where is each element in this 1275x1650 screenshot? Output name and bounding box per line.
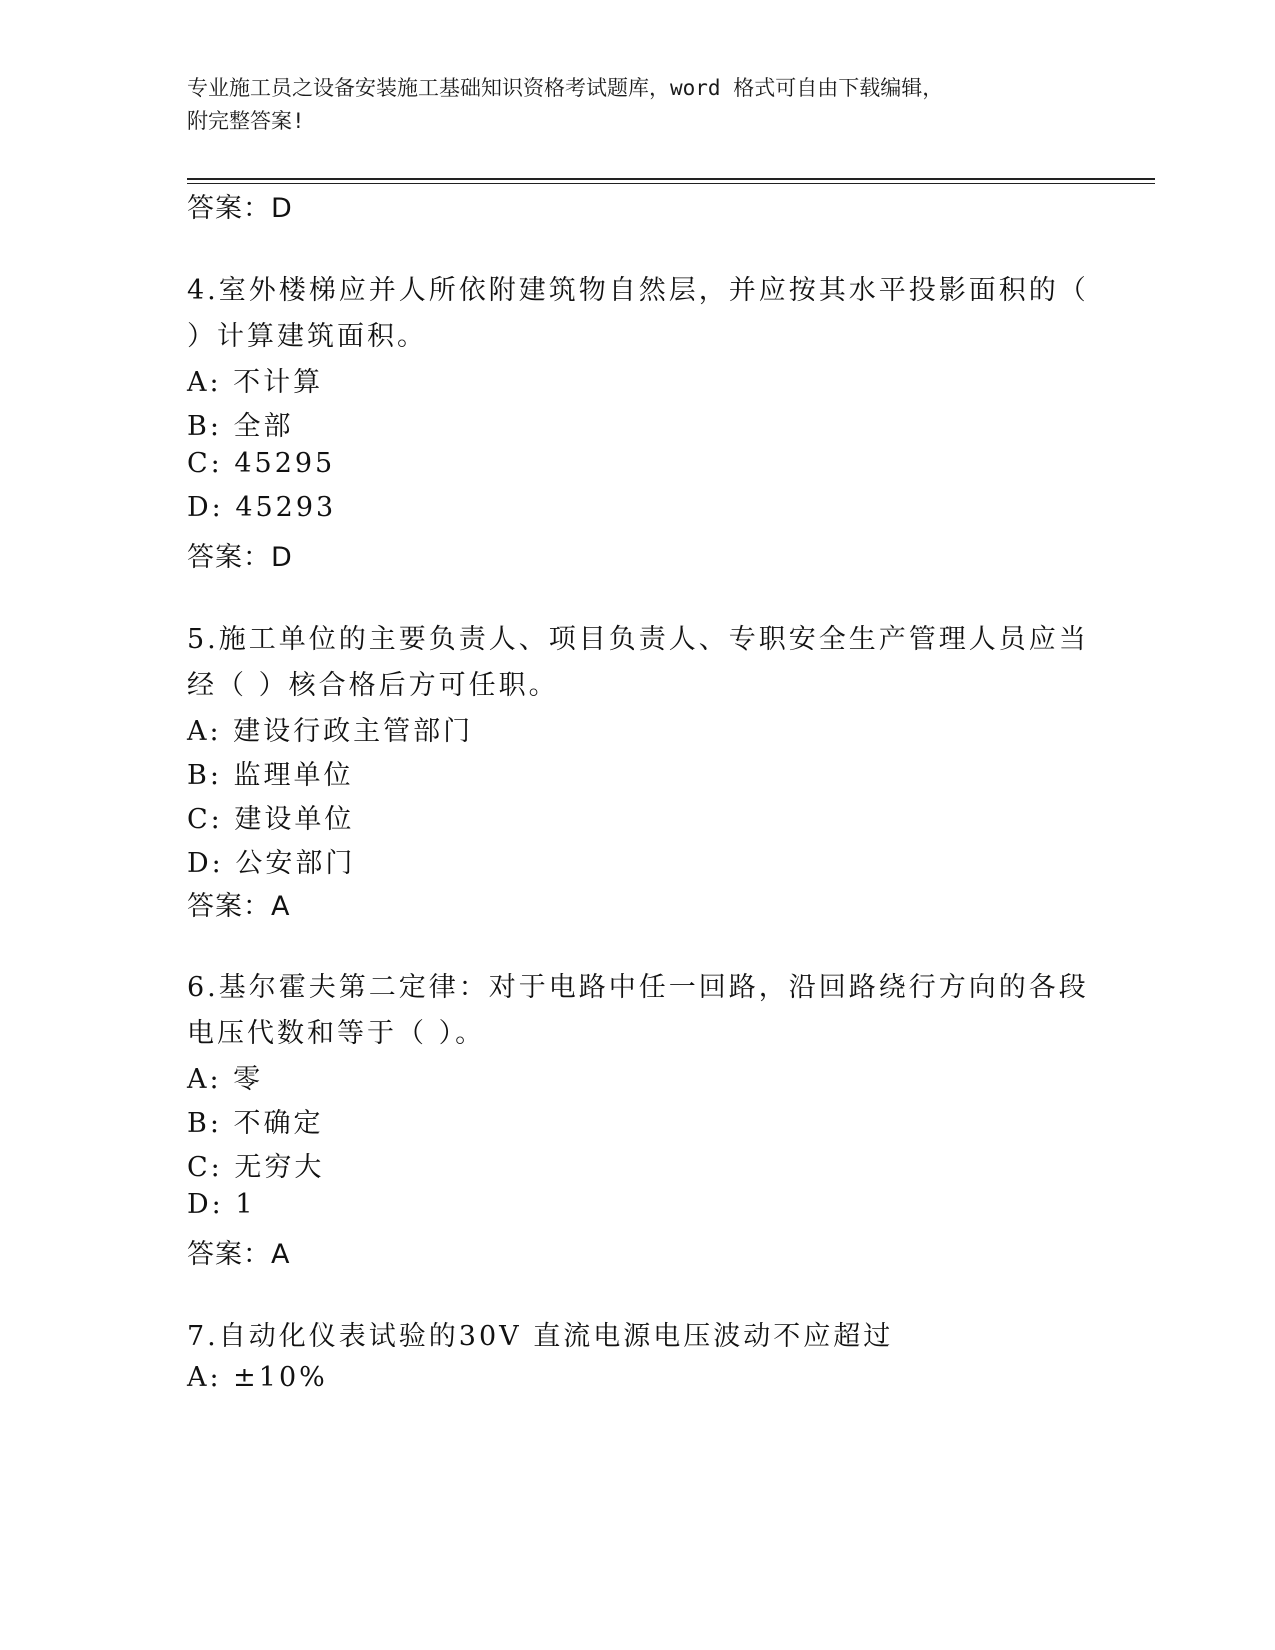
question-6-option-a: A: 零 [187, 1064, 264, 1095]
question-7-option-a: A: ±10% [187, 1362, 328, 1393]
question-stem-line: 电压代数和等于（ ）。 [187, 1018, 486, 1049]
question-5-stem [187, 617, 1089, 709]
question-5-option-c: C: 建设单位 [187, 804, 355, 835]
header-line-1: 专业施工员之设备安装施工基础知识资格考试题库，word 格式可自由下载编辑， [187, 76, 944, 100]
question-stem-line: 7.自动化仪表试验的30V 直流电源电压波动不应超过 [187, 1321, 894, 1352]
question-4-option-c: C: 45295 [187, 448, 336, 479]
question-5-answer: 答案：A [187, 891, 291, 922]
question-stem-line: 经（ ）核合格后方可任职。 [187, 670, 559, 701]
question-4-option-a: A: 不计算 [187, 367, 324, 398]
question-stem-line: ）计算建筑面积。 [187, 321, 427, 352]
question-6-option-c: C: 无穷大 [187, 1152, 325, 1183]
question-stem-line: 5.施工单位的主要负责人、项目负责人、专职安全生产管理人员应当 [187, 624, 1089, 655]
question-4-option-b: B: 全部 [187, 411, 294, 442]
question-4-option-d: D: 45293 [187, 492, 337, 523]
header-divider-thick [187, 178, 1155, 180]
header-divider-thin [187, 183, 1155, 184]
previous-answer: 答案：D [187, 193, 293, 224]
question-5-option-a: A: 建设行政主管部门 [187, 716, 474, 747]
question-7-stem [187, 1314, 893, 1360]
question-stem-line: 4.室外楼梯应并人所依附建筑物自然层，并应按其水平投影面积的（ [187, 275, 1089, 306]
question-6-option-b: B: 不确定 [187, 1108, 324, 1139]
question-6-answer: 答案：A [187, 1239, 291, 1270]
question-6-stem [187, 965, 1089, 1057]
question-4-stem [187, 268, 1089, 360]
question-5-option-d: D: 公安部门 [187, 848, 356, 879]
question-5-option-b: B: 监理单位 [187, 760, 354, 791]
header-line-2: 附完整答案! [187, 109, 305, 133]
question-4-answer: 答案：D [187, 542, 293, 573]
question-stem-line: 6.基尔霍夫第二定律：对于电路中任一回路，沿回路绕行方向的各段 [187, 972, 1089, 1003]
question-6-option-d: D: 1 [187, 1189, 256, 1220]
document-header [187, 72, 1067, 138]
